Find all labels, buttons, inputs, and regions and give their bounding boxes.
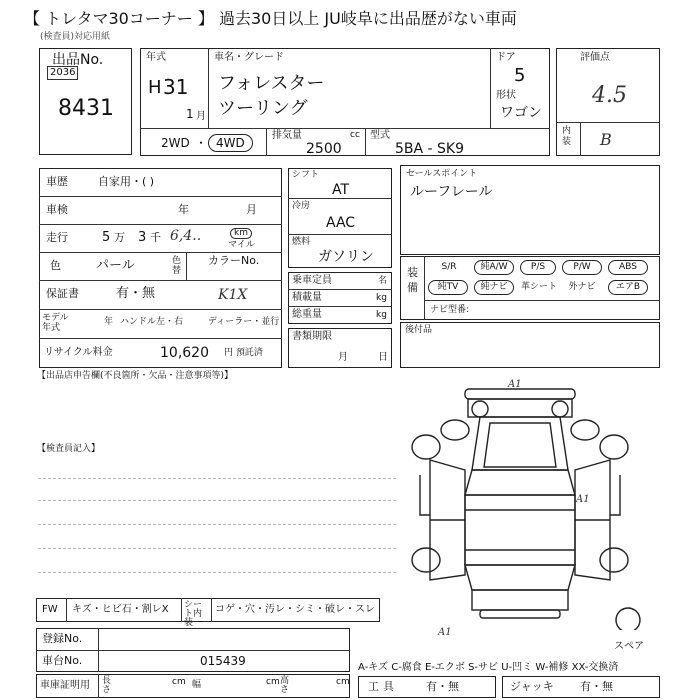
damage-mark-top: A1 (508, 379, 522, 390)
dim-width-label: 幅 (192, 680, 202, 690)
year-value: 31 (163, 75, 189, 99)
equipment-label: 装備 (407, 266, 418, 294)
docs-day: 日 (378, 352, 388, 363)
model-value: 5BA - SK9 (395, 141, 465, 157)
seat-value: コゲ・穴・汚レ・シミ・破レ・スレ (215, 604, 375, 615)
tools-value: 有・無 (426, 680, 459, 693)
shift-value: AT (332, 182, 350, 198)
mileage-handwritten: 6,4.. (170, 228, 202, 244)
recycle-label: リサイクル料金 (44, 347, 113, 358)
equip-alloy-wheel: 純A/W (474, 260, 514, 275)
weight-label: 総重量 (292, 309, 322, 320)
grade-label: 評価点 (580, 52, 610, 63)
door-value: 5 (514, 65, 526, 86)
dim-height-unit: cm (336, 677, 350, 687)
equip-leather-seat: 革シート (520, 282, 557, 292)
fuel-label: 燃料 (292, 237, 311, 247)
car-grade: ツーリング (218, 98, 308, 119)
mileage-man: 5 (102, 230, 111, 245)
interior-grade: B (600, 130, 612, 149)
garage-cert-label: 車庫証明用 (40, 680, 90, 691)
seats-label: 乗車定員 (292, 275, 332, 286)
seats-unit: 名 (378, 276, 388, 286)
warranty-label: 保証書 (46, 287, 79, 300)
dim-width-unit: cm (266, 677, 280, 687)
aftermarket-label: 後付品 (405, 325, 433, 335)
color-label: 色 (50, 259, 61, 272)
equip-power-steering: P/S (520, 260, 556, 275)
equip-navi: 純ナビ (474, 280, 514, 295)
car-name: フォレスター (218, 73, 325, 94)
load-unit: kg (376, 293, 387, 303)
color-no-handwritten: K1X (218, 287, 248, 303)
dim-length-label: 長さ (102, 676, 112, 695)
month-value: 1 (186, 107, 194, 121)
navi-model-label: ナビ型番: (430, 305, 470, 315)
fw-label: FW (42, 604, 58, 615)
history-value: 自家用・( ) (98, 175, 155, 188)
dim-height-label: 高さ (280, 676, 290, 695)
sales-point-text: ルーフレール (410, 184, 493, 200)
seller-notes-label: 【出品店申告欄(不良箇所・欠品・注意事項等)】 (37, 371, 234, 381)
color-value: パール (96, 258, 135, 273)
displacement-label: 排気量 (272, 130, 302, 141)
ac-value: AAC (326, 215, 356, 231)
month-unit: 月 (196, 111, 206, 122)
drive-4wd: 4WD (208, 134, 253, 152)
equip-tv: 純TV (428, 280, 468, 295)
handle-label: ハンドル (120, 317, 157, 327)
equip-power-window: P/W (562, 260, 602, 275)
seat-label: シート内装 (184, 600, 203, 628)
dim-length-unit: cm (172, 677, 186, 687)
model-year-unit: 年 (104, 317, 114, 327)
displacement-value: 2500 (306, 141, 342, 157)
displacement-unit: cc (350, 130, 360, 140)
lot-label: 出品No. (52, 52, 104, 68)
chassis-value: 015439 (200, 654, 246, 668)
inspector-label: 【検査員記入】 (37, 444, 101, 454)
reg-no-label: 登録No. (42, 632, 83, 645)
damage-mark-right: A1 (576, 494, 590, 505)
color-change-label: 色替 (172, 256, 182, 276)
mileage-sen-unit: 千 (150, 231, 161, 244)
door-label: ドア (496, 52, 516, 63)
model-year-label: モデル年式 (42, 313, 69, 333)
docs-month: 月 (338, 352, 348, 363)
shift-label: シフト (292, 170, 320, 180)
ac-label: 冷房 (292, 201, 311, 211)
equip-sr: S/R (441, 262, 457, 272)
history-label: 車歴 (46, 175, 68, 188)
lot-number: 8431 (58, 96, 114, 121)
mileage-sen: 3 (138, 230, 147, 245)
handle-value: 左・右 (156, 317, 184, 327)
model-label: 型式 (370, 130, 390, 141)
aftermarket-box (400, 322, 660, 368)
load-label: 積載量 (292, 292, 322, 303)
tools-label: 工具 (368, 680, 398, 693)
fuel-value: ガソリン (318, 249, 374, 265)
car-diagram (400, 375, 660, 630)
inspection-label: 車検 (46, 203, 68, 216)
mileage-man-unit: 万 (114, 231, 125, 244)
recycle-unit: 円 預託済 (224, 348, 263, 358)
lot-tag: 2036 (47, 66, 78, 80)
weight-unit: kg (376, 310, 387, 320)
fw-value: キズ・ヒビ石・割レX (72, 604, 169, 615)
inspection-month-unit: 月 (246, 203, 257, 216)
spare-label: スペア (614, 641, 644, 652)
sub-note: (検査員)対応用紙 (40, 32, 111, 42)
mileage-km: km (230, 228, 252, 239)
drive-2wd: 2WD (161, 136, 190, 150)
dealer-label: ディーラー・並行 (208, 317, 280, 327)
docs-label: 書類期限 (292, 331, 332, 342)
equip-abs: ABS (608, 260, 648, 275)
sales-point-label: セールスポイント (406, 169, 478, 179)
mileage-mile: マイル (228, 240, 255, 250)
jack-value: 有・無 (580, 680, 613, 693)
shape-label: 形状 (496, 90, 516, 101)
equip-ext-navi: 外ナビ (568, 282, 596, 292)
grade-score: 4.5 (592, 83, 627, 108)
warranty-value: 有・無 (116, 286, 156, 301)
chassis-label: 車台No. (42, 654, 83, 667)
damage-legend: A-キズ C-腐食 E-エクボ S-サビ U-凹ミ W-補修 XX-交換済 (358, 662, 619, 673)
year-label: 年式 (146, 52, 166, 63)
shape-value: ワゴン (500, 105, 542, 121)
banner-text: 【 トレタマ30コーナー 】 過去30日以上 JU岐阜に出品歴がない車両 (24, 9, 517, 28)
damage-mark-bottom: A1 (438, 627, 452, 638)
jack-label: ジャッキ (510, 680, 554, 693)
mileage-label: 走行 (46, 231, 68, 244)
top-banner (20, 6, 680, 32)
name-grade-label: 車名・グレード (214, 52, 284, 63)
color-no-label: カラーNo. (208, 254, 260, 267)
year-era: H (148, 77, 162, 98)
recycle-value: 10,620 (160, 345, 209, 361)
equip-airbag: エアB (608, 280, 648, 295)
inspection-year-unit: 年 (178, 203, 189, 216)
interior-label: 内装 (562, 126, 572, 147)
drive-dot: ・ (195, 136, 208, 150)
